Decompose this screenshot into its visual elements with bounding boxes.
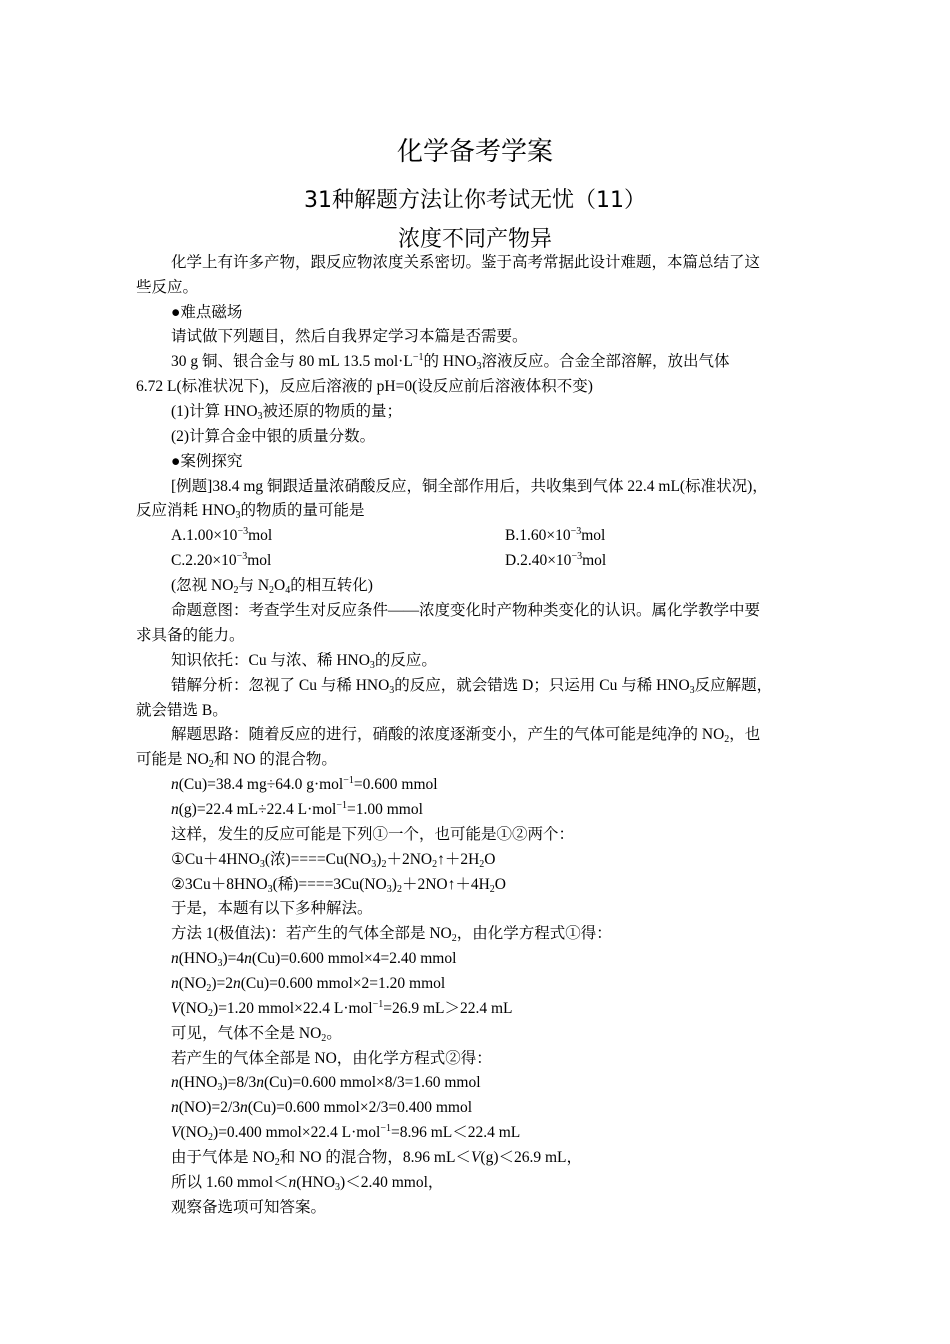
- example-line-2: 反应消耗 $HNO_3$的物质的量可能是: [136, 502, 365, 521]
- multiple-methods: 于是，本题有以下多种解法。: [171, 900, 373, 917]
- method-2-calc-1: $n(HNO_3)=8/3n(Cu)=0.600$ mmol×8/3=1.60 mmol: [171, 1074, 481, 1093]
- instruction-text: 请试做下列题目，然后自我界定学习本篇是否需要。: [171, 328, 528, 345]
- problem-line-1: 30 g 铜、银合金与 80 mL 13.5 $mol\cdot L^{-1}$的 $HNO_3$溶液反应。合金全部溶解，放出气体: [171, 352, 730, 372]
- method-2-calc-2: n(NO)=2/3n(Cu)=0.600 mmol×2/3=0.400 mmol: [171, 1099, 473, 1116]
- question-1: (1)计算 $HNO_3$被还原的物质的量；: [171, 403, 403, 422]
- knowledge-basis: 知识依托：Cu 与浓、稀 $HNO_3$的反应。: [171, 652, 437, 671]
- equation-1: $①Cu+4HNO_3$(浓)$====Cu(NO_3)_2+2NO_2↑+2H_2O$: [171, 851, 496, 870]
- method-1-calc-2: $n(NO_2)=2n(Cu)=0.600$ mmol×2=1.20 mmol: [171, 975, 446, 994]
- document-title: 化学备考学案: [396, 137, 553, 167]
- topic-title: 浓度不同产物异: [397, 227, 552, 252]
- series-subtitle: 31种解题方法让你考试无忧（11）: [304, 188, 646, 213]
- error-analysis-line-2: 就会错选 B。: [136, 702, 228, 719]
- method-1-heading: 方法 1(极值法)：若产生的气体全部是 $NO_2$，由化学方程式①得：: [171, 925, 612, 944]
- method-1-calc-3: $V(NO_2)=1.20$ mmol×22.4 L·mol$^{-1}$=26.9 mL＞22.4 mL: [171, 999, 513, 1019]
- idea-line-2: 可能是 $NO_2$和 NO 的混合物。: [136, 751, 337, 770]
- option-a: $A.1.00\times 10^{-3}mol$: [171, 526, 273, 544]
- question-2: (2)计算合金中银的质量分数。: [171, 428, 376, 445]
- section-heading-difficulty: ●难点磁场: [171, 304, 243, 321]
- intent-line-1: 命题意图：考查学生对反应条件——浓度变化时产物种类变化的认识。属化学教学中要: [171, 602, 761, 619]
- method-1-calc-1: $n(HNO_3)=4n(Cu)=0.600$ mmol×4=2.40 mmol: [171, 950, 457, 969]
- error-analysis-line-1: 错解分析：忽视了 Cu 与稀 $HNO_3$的反应，就会错选 D；只运用 Cu 与稀 $HNO_3$反应解题，: [171, 677, 773, 696]
- section-heading-case: ●案例探究: [171, 453, 243, 470]
- problem-line-2: 6.72 L(标准状况下)，反应后溶液的 pH=0(设反应前后溶液体积不变): [136, 378, 593, 395]
- final-conclusion: 观察备选项可知答案。: [171, 1199, 327, 1216]
- ignore-note: (忽视 $NO_2$与 $N_2O_4$的相互转化): [171, 577, 373, 596]
- calc-cu-amount: n(Cu)=38.4 mg÷64.0 g·mol$^{-1}$=0.600 mmol: [171, 775, 438, 793]
- idea-line-1: 解题思路：随着反应的进行，硝酸的浓度逐渐变小，产生的气体可能是纯净的 $NO_2$，也: [171, 726, 761, 745]
- calc-gas-amount: n(g)=22.4 mL÷22.4 L·mol$^{-1}$=1.00 mmol: [171, 800, 423, 818]
- mixture-range: 由于气体是 $NO_2$和 NO 的混合物，8.96 mL＜V(g)＜26.9 mL，: [171, 1149, 583, 1168]
- example-line-1: [例题]38.4 mg 铜跟适量浓硝酸反应，铜全部作用后，共收集到气体 22.4 mL(标准状况)，: [171, 478, 768, 495]
- intro-line-1: 化学上有许多产物，跟反应物浓度关系密切。鉴于高考常据此设计难题，本篇总结了这: [171, 254, 761, 271]
- equation-2: $②3Cu+8HNO_3$(稀)$====3Cu(NO_3)_2+2NO↑+4H_2O$: [171, 876, 506, 895]
- hno3-range: 所以 1.60 $mmol<n(HNO_3)<2.40$ mmol，: [171, 1174, 444, 1193]
- conclusion-not-all-no2: 可见，气体不全是 $NO_2$。: [171, 1025, 342, 1044]
- if-all-no: 若产生的气体全部是 NO，由化学方程式②得：: [171, 1050, 492, 1067]
- intent-line-2: 求具备的能力。: [136, 627, 245, 644]
- possible-reactions: 这样，发生的反应可能是下列①一个，也可能是①②两个：: [171, 826, 575, 843]
- option-d: $D.2.40\times 10^{-3}mol$: [505, 551, 607, 569]
- option-b: $B.1.60\times 10^{-3}mol$: [505, 526, 606, 544]
- intro-line-2: 些反应。: [136, 279, 199, 296]
- option-c: $C.2.20\times 10^{-3}mol$: [171, 551, 272, 569]
- method-2-calc-3: $V(NO_2)=0.400$ mmol×22.4 L·mol$^{-1}$=8.96 mL＜22.4 mL: [171, 1123, 521, 1143]
